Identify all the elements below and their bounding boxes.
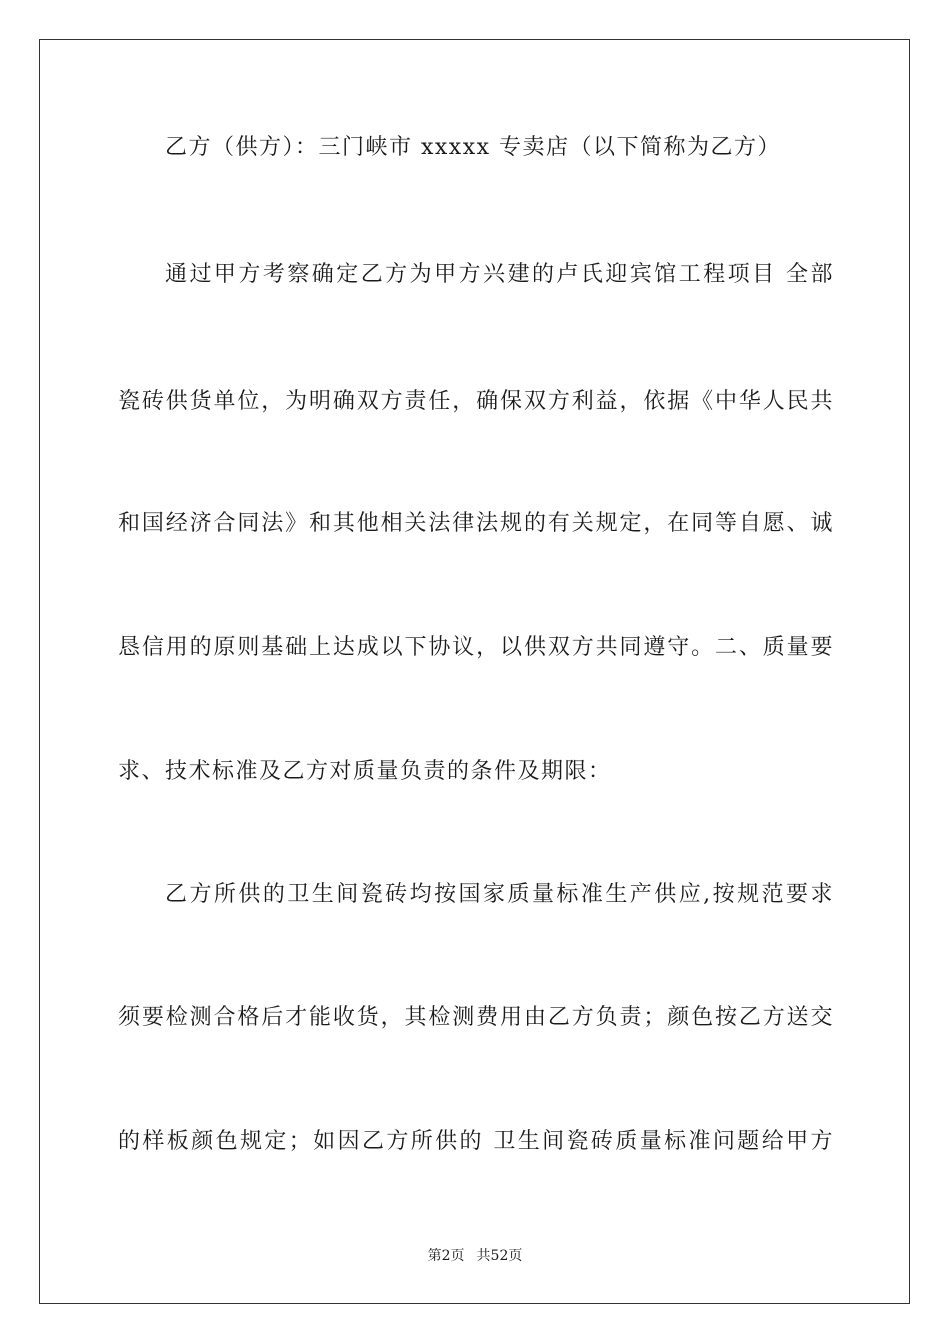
page-number: 第2页 <box>427 1248 465 1264</box>
paragraph-line: 通过甲方考察确定乙方为甲方兴建的卢氏迎宾馆工程项目 全部 <box>165 262 834 287</box>
paragraph-line: 乙方所供的卫生间瓷砖均按国家质量标准生产供应,按规范要求 <box>165 882 834 907</box>
page-total: 共52页 <box>476 1248 523 1264</box>
paragraph-line: 和国经济合同法》和其他相关法律法规的有关规定，在同等自愿、诚 <box>118 511 834 536</box>
party-b-line: 乙方（供方）：三门峡市 xxxxx 专卖店（以下简称为乙方） <box>165 135 782 160</box>
page-border <box>39 39 910 1304</box>
paragraph-line: 须要检测合格后才能收货，其检测费用由乙方负责；颜色按乙方送交 <box>118 1005 834 1030</box>
paragraph-line: 恳信用的原则基础上达成以下协议，以供双方共同遵守。二、质量要 <box>118 635 834 660</box>
paragraph-line: 求、技术标准及乙方对质量负责的条件及期限： <box>118 759 612 784</box>
page-footer <box>0 1246 950 1266</box>
paragraph-line: 的样板颜色规定；如因乙方所供的 卫生间瓷砖质量标准问题给甲方 <box>118 1129 834 1154</box>
paragraph-line: 瓷砖供货单位，为明确双方责任，确保双方利益，依据《中华人民共 <box>118 389 834 414</box>
